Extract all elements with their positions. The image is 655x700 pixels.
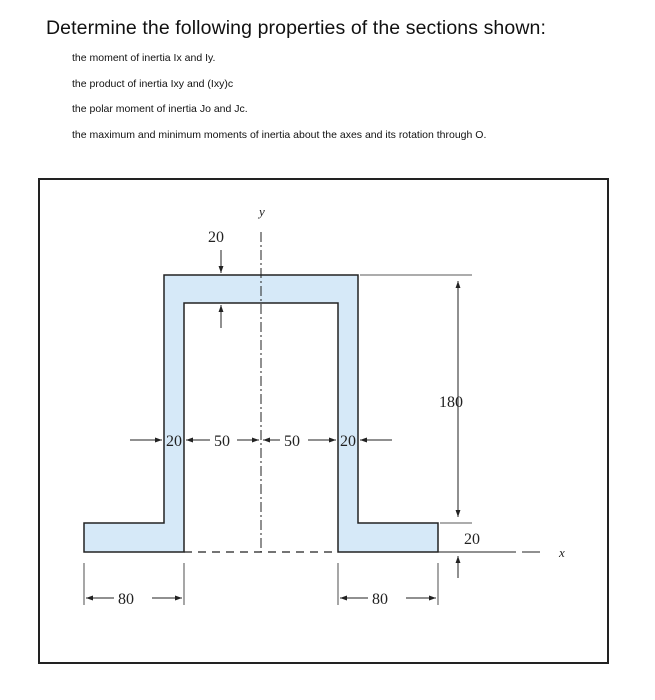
dim-left-web-label: 20 bbox=[166, 433, 182, 450]
section-figure bbox=[38, 178, 609, 664]
dim-bottom-thickness-label: 20 bbox=[464, 531, 480, 548]
y-axis-label: y bbox=[259, 204, 265, 219]
question-list bbox=[72, 52, 486, 154]
dim-left-gap-label: 50 bbox=[214, 433, 230, 450]
dim-left-foot-label: 80 bbox=[118, 591, 134, 608]
question-item-principal-moments: the maximum and minimum moments of inertia about the axes and its rotation through O. bbox=[72, 128, 487, 141]
problem-title: Determine the following properties of the sections shown: bbox=[46, 17, 546, 39]
dim-right-foot-label: 80 bbox=[372, 591, 388, 608]
dim-top-thickness-label: 20 bbox=[208, 229, 224, 246]
x-axis-label: x bbox=[559, 545, 565, 560]
question-item-polar-moment: the polar moment of inertia Jo and Jc. bbox=[72, 103, 248, 115]
question-item-moment-of-inertia: the moment of inertia Ix and Iy. bbox=[72, 52, 216, 64]
question-item-product-of-inertia: the product of inertia Ixy and (Ixy)c bbox=[72, 77, 234, 90]
hat-section-diagram bbox=[40, 180, 607, 662]
dim-right-gap-label: 50 bbox=[284, 433, 300, 450]
dim-right-web-label: 20 bbox=[340, 433, 356, 450]
dim-height-label: 180 bbox=[439, 394, 463, 411]
